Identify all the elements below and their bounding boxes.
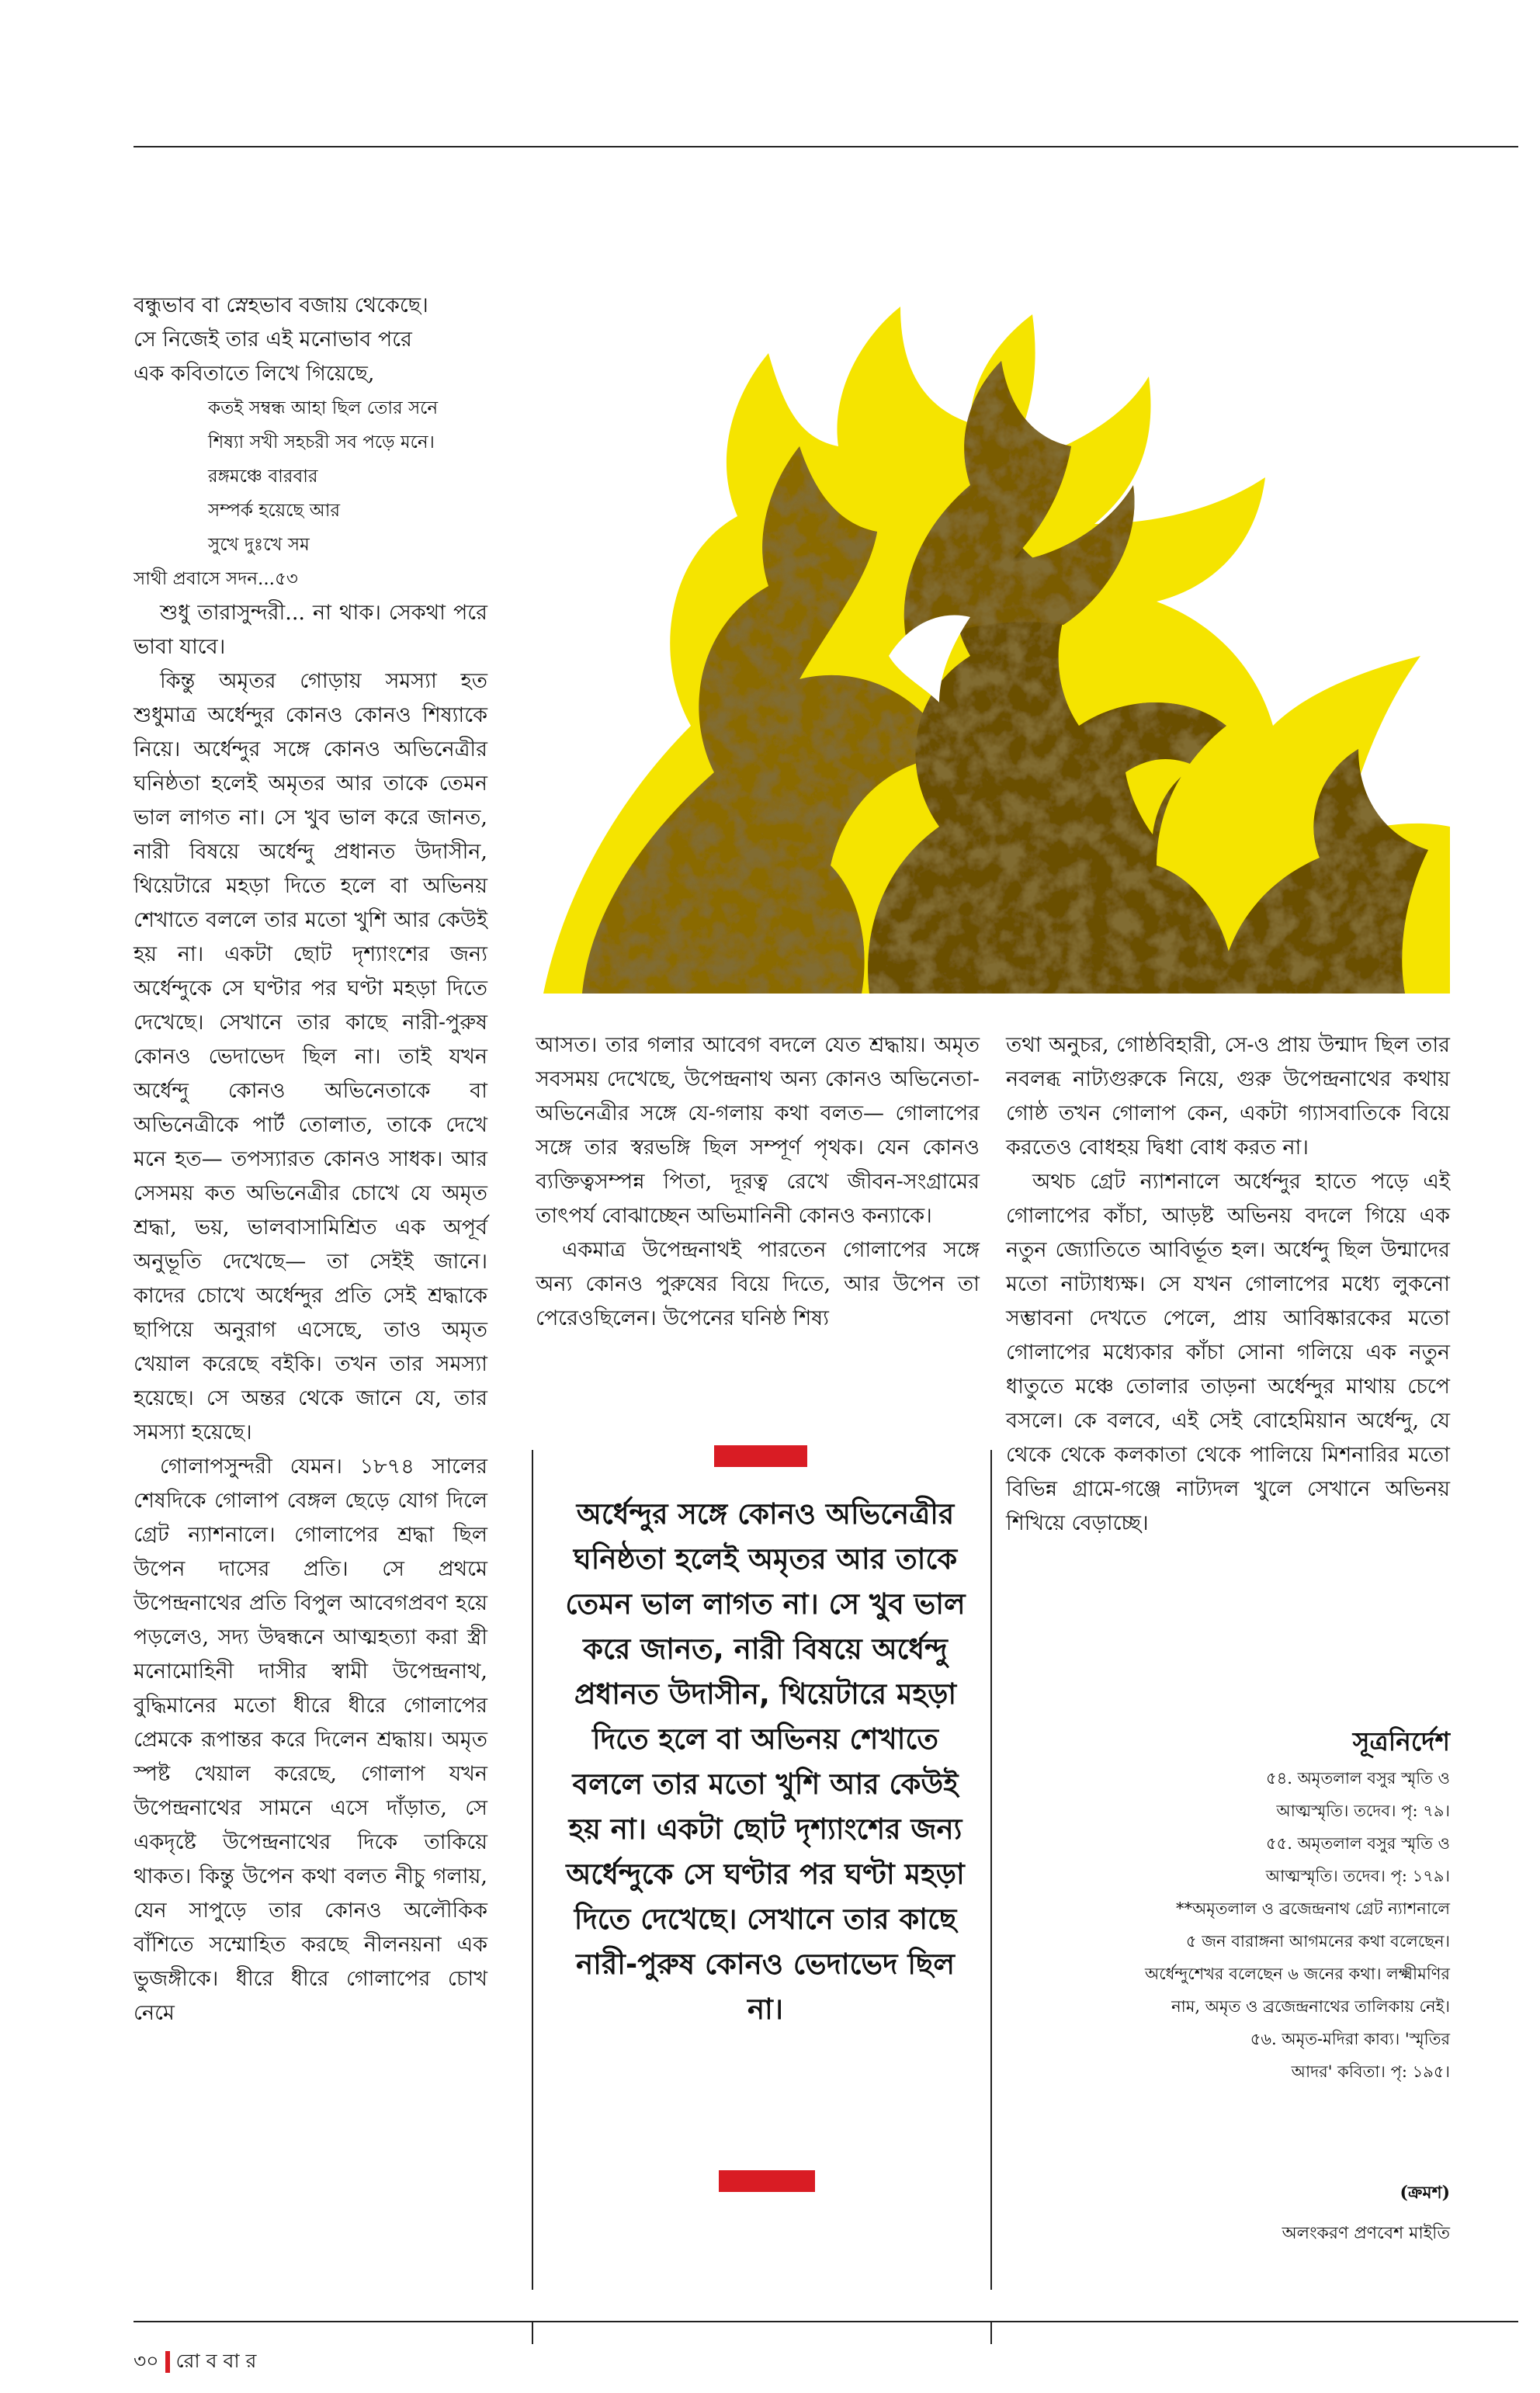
reference-line: আত্মস্মৃতি। তদেব। পৃ: ৭৯। — [1276, 1802, 1450, 1820]
page-folio — [134, 2346, 256, 2379]
pullquote-text: অর্ধেন্দুর সঙ্গে কোনও অভিনেত্রীর ঘনিষ্ঠতা হলেই অমৃতর আর তাকে তেমন ভাল লাগত না। সে খুব ভাল করে জানত, নারী বিষয়ে অর্ধেন্দু প্রধানত উদাসীন, থিয়েটারে মহড়া দিতে হলে বা অভিনয় শেখাতে বললে তার মতো খুশি আর কেউই হয় না। একটা ছোট দৃশ্যাংশের জন্য অর্ধেন্দুকে সে ঘণ্টার পর ঘণ্টা মহড়া দিতে দেখেছে। সেখানে তার কাছে নারী-পুরুষ কোনও ভেদাভেদ ছিল না। — [565, 1497, 966, 2026]
paragraph: তথা অনুচর, গোষ্ঠবিহারী, সে-ও প্রায় উন্মাদ ছিল তার নবলব্ধ নাট্যগুরুকে নিয়ে, গুরু উপেন্দ্রনাথের কথায় গোষ্ঠ তখন গোলাপ কেন, একটা গ্যাসবাতিকে বিয়ে করতেও বোধহয় দ্বিধা বোধ করত না। — [1006, 1033, 1450, 1160]
verse-line-1: কতই সম্বন্ধ আহা ছিল তোর সনে — [208, 398, 439, 418]
reference-line: ৫৬. অমৃত-মদিরা কাব্য। 'স্মৃতির — [1250, 2030, 1450, 2048]
reference-line: আত্মস্মৃতি। তদেব। পৃ: ১৭৯। — [1265, 1867, 1450, 1885]
column-3 — [1006, 1028, 1450, 1541]
opening-line-1: বন্ধুভাব বা স্নেহভাব বজায় থেকেছে। — [134, 293, 428, 317]
folio-divider — [165, 2351, 170, 2373]
column-1-opening — [134, 289, 487, 391]
bottom-rule — [134, 2321, 1518, 2322]
references-title: সূত্রনির্দেশ — [1352, 1726, 1450, 1757]
verse-line-3: রঙ্গমঞ্চে বারবার — [208, 466, 318, 487]
reference-line: নাম, অমৃত ও ব্রজেন্দ্রনাথের তালিকায় নেই। — [1171, 1997, 1450, 2016]
pullquote-left-rule — [532, 1450, 533, 2290]
paragraph: একমাত্র উপেন্দ্রনাথই পারতেন গোলাপের সঙ্গে অন্য কোনও পুরুষের বিয়ে দিতে, আর উপেন তা পেরেওছিলেন। উপেনের ঘনিষ্ঠ শিষ্য — [536, 1238, 980, 1330]
reference-line: অর্ধেন্দুশেখর বলেছেন ৬ জনের কথা। লক্ষ্মীমণির — [1145, 1965, 1450, 1983]
pullquote-right-rule — [990, 1450, 992, 2290]
opening-line-3: এক কবিতাতে লিখে গিয়েছে, — [134, 362, 375, 386]
page-number: ৩০ — [134, 2350, 159, 2372]
poem-verse — [208, 391, 503, 562]
reference-line: আদর' কবিতা। পৃ: ১৯৫। — [1291, 2062, 1450, 2081]
column-2 — [536, 1028, 980, 1336]
paragraph: আসত। তার গলার আবেগ বদলে যেত শ্রদ্ধায়। অমৃত সবসময় দেখেছে, উপেন্দ্রনাথ অন্য কোনও অভিনেতা-অভিনেত্রীর সঙ্গে যে-গলায় কথা বলত— গোলাপের সঙ্গে তার স্বরভঙ্গি ছিল সম্পূর্ণ পৃথক। যেন কোনও ব্যক্তিত্বসম্পন্ন পিতা, দূরত্ব রেখে জীবন-সংগ্রামের তাৎপর্য বোঝাচ্ছেন অভিমানিনী কোনও কন্যাকে। — [536, 1033, 980, 1228]
paragraph: শুধু তারাসুন্দরী... না থাক। সেকথা পরে ভাবা যাবে। — [134, 601, 487, 659]
bottom-tick-1 — [532, 2322, 533, 2344]
verse-line-2: শিষ্যা সখী সহচরী সব পড়ে মনে। — [208, 432, 435, 453]
illustration-credit: অলংকরণ প্রণবেশ মাইতি — [1282, 2224, 1450, 2243]
reference-line: ৫৪. অমৃতলাল বসুর স্মৃতি ও — [1266, 1769, 1450, 1788]
column-1-body — [134, 596, 487, 2031]
flame-illustration — [536, 291, 1450, 994]
reference-line: ৫৫. অমৃতলাল বসুর স্মৃতি ও — [1266, 1834, 1450, 1853]
verse-line-5: সুখে দুঃখে সম — [208, 535, 310, 555]
pullquote-bottom-bar — [719, 2170, 815, 2192]
reference-line: ৫ জন বারাঙ্গনা আগমনের কথা বলেছেন। — [1185, 1932, 1450, 1951]
paragraph: গোলাপসুন্দরী যেমন। ১৮৭৪ সালের শেষদিকে গোলাপ বেঙ্গল ছেড়ে যোগ দিলে গ্রেট ন্যাশনালে। গোলাপের শ্রদ্ধা ছিল উপেন দাসের প্রতি। সে প্রথমে উপেন্দ্রনাথের প্রতি বিপুল আবেগপ্রবণ হয়ে পড়লেও, সদ্য উদ্বন্ধনে আত্মহত্যা করা স্ত্রী মনোমোহিনী দাসীর স্বামী উপেন্দ্রনাথ, বুদ্ধিমানের মতো ধীরে ধীরে গোলাপের প্রেমকে রূপান্তর করে দিলেন শ্রদ্ধায়। অমৃত স্পষ্ট খেয়াল করেছে, গোলাপ যখন উপেন্দ্রনাথের সামনে এসে দাঁড়াত, সে একদৃষ্টে উপেন্দ্রনাথের দিকে তাকিয়ে থাকত। কিন্তু উপেন কথা বলত নীচু গলায়, যেন সাপুড়ে তার কোনও অলৌকিক বাঁশিতে সম্মোহিত করছে নীলনয়না এক ভুজঙ্গীকে। ধীরে ধীরে গোলাপের চোখ নেমে — [134, 1455, 487, 2025]
continued-label: (ক্রমশ) — [1400, 2183, 1450, 2203]
verse-end-line: সাথী প্রবাসে সদন...৫৩ — [134, 569, 298, 589]
verse-line-4: সম্পর্ক হয়েছে আর — [208, 501, 341, 521]
bottom-tick-2 — [990, 2322, 992, 2344]
top-rule — [134, 146, 1518, 147]
verse-ending — [134, 562, 487, 596]
pullquote-top-bar — [714, 1445, 807, 1467]
opening-line-2: সে নিজেই তার এই মনোভাব পরে — [134, 328, 412, 352]
references-list — [1006, 1762, 1450, 2088]
reference-line: **অমৃতলাল ও ব্রজেন্দ্রনাথ গ্রেট ন্যাশনালে — [1175, 1899, 1450, 1918]
paragraph: কিন্তু অমৃতর গোড়ায় সমস্যা হত শুধুমাত্র অর্ধেন্দুর কোনও কোনও শিষ্যাকে নিয়ে। অর্ধেন্দুর সঙ্গে কোনও অভিনেত্রীর ঘনিষ্ঠতা হলেই অমৃতর আর তাকে তেমন ভাল লাগত না। সে খুব ভাল করে জানত, নারী বিষয়ে অর্ধেন্দু প্রধানত উদাসীন, থিয়েটারে মহড়া দিতে হলে বা অভিনয় শেখাতে বললে তার মতো খুশি আর কেউই হয় না। একটা ছোট দৃশ্যাংশের জন্য অর্ধেন্দুকে সে ঘণ্টার পর ঘণ্টা মহড়া দিতে দেখেছে। সেখানে তার কাছে নারী-পুরুষ কোনও ভেদাভেদ ছিল না। তাই যখন অর্ধেন্দু কোনও অভিনেতাকে বা অভিনেত্রীকে পার্ট তোলাত, তাকে দেখে মনে হত— তপস্যারত কোনও সাধক। আর সেসময় কত অভিনেত্রীর চোখে যে অমৃত শ্রদ্ধা, ভয়, ভালবাসামিশ্রিত এক অপূর্ব অনুভূতি দেখেছে— তা সেইই জানে। কাদের চোখে অর্ধেন্দুর প্রতি সেই শ্রদ্ধাকে ছাপিয়ে অনুরাগ এসেছে, তাও অমৃত খেয়াল করেছে বইকি। তখন তার সমস্যা হয়েছে। সে অন্তর থেকে জানে যে, তার সমস্যা হয়েছে। — [134, 669, 487, 1444]
magazine-name: রো ব বা র — [175, 2350, 257, 2372]
paragraph: অথচ গ্রেট ন্যাশনালে অর্ধেন্দুর হাতে পড়ে এই গোলাপের কাঁচা, আড়ষ্ট অভিনয় বদলে গিয়ে এক নতুন জ্যোতিতে আবির্ভূত হল। অর্ধেন্দু ছিল উন্মাদের মতো নাট্যাধ্যক্ষ। সে যখন গোলাপের মধ্যে লুকনো সম্ভাবনা দেখতে পেলে, প্রায় আবিষ্কারকের মতো গোলাপের মধ্যেকার কাঁচা সোনা গলিয়ে এক নতুন ধাতুতে মঞ্চে তোলার তাড়না অর্ধেন্দুর মাথায় চেপে বসলে। কে বলবে, এই সেই বোহেমিয়ান অর্ধেন্দু, যে থেকে থেকে কলকাতা থেকে পালিয়ে মিশনারির মতো বিভিন্ন গ্রামে-গঞ্জে নাট্যদল খুলে সেখানে অভিনয় শিখিয়ে বেড়াচ্ছে। — [1006, 1170, 1450, 1535]
